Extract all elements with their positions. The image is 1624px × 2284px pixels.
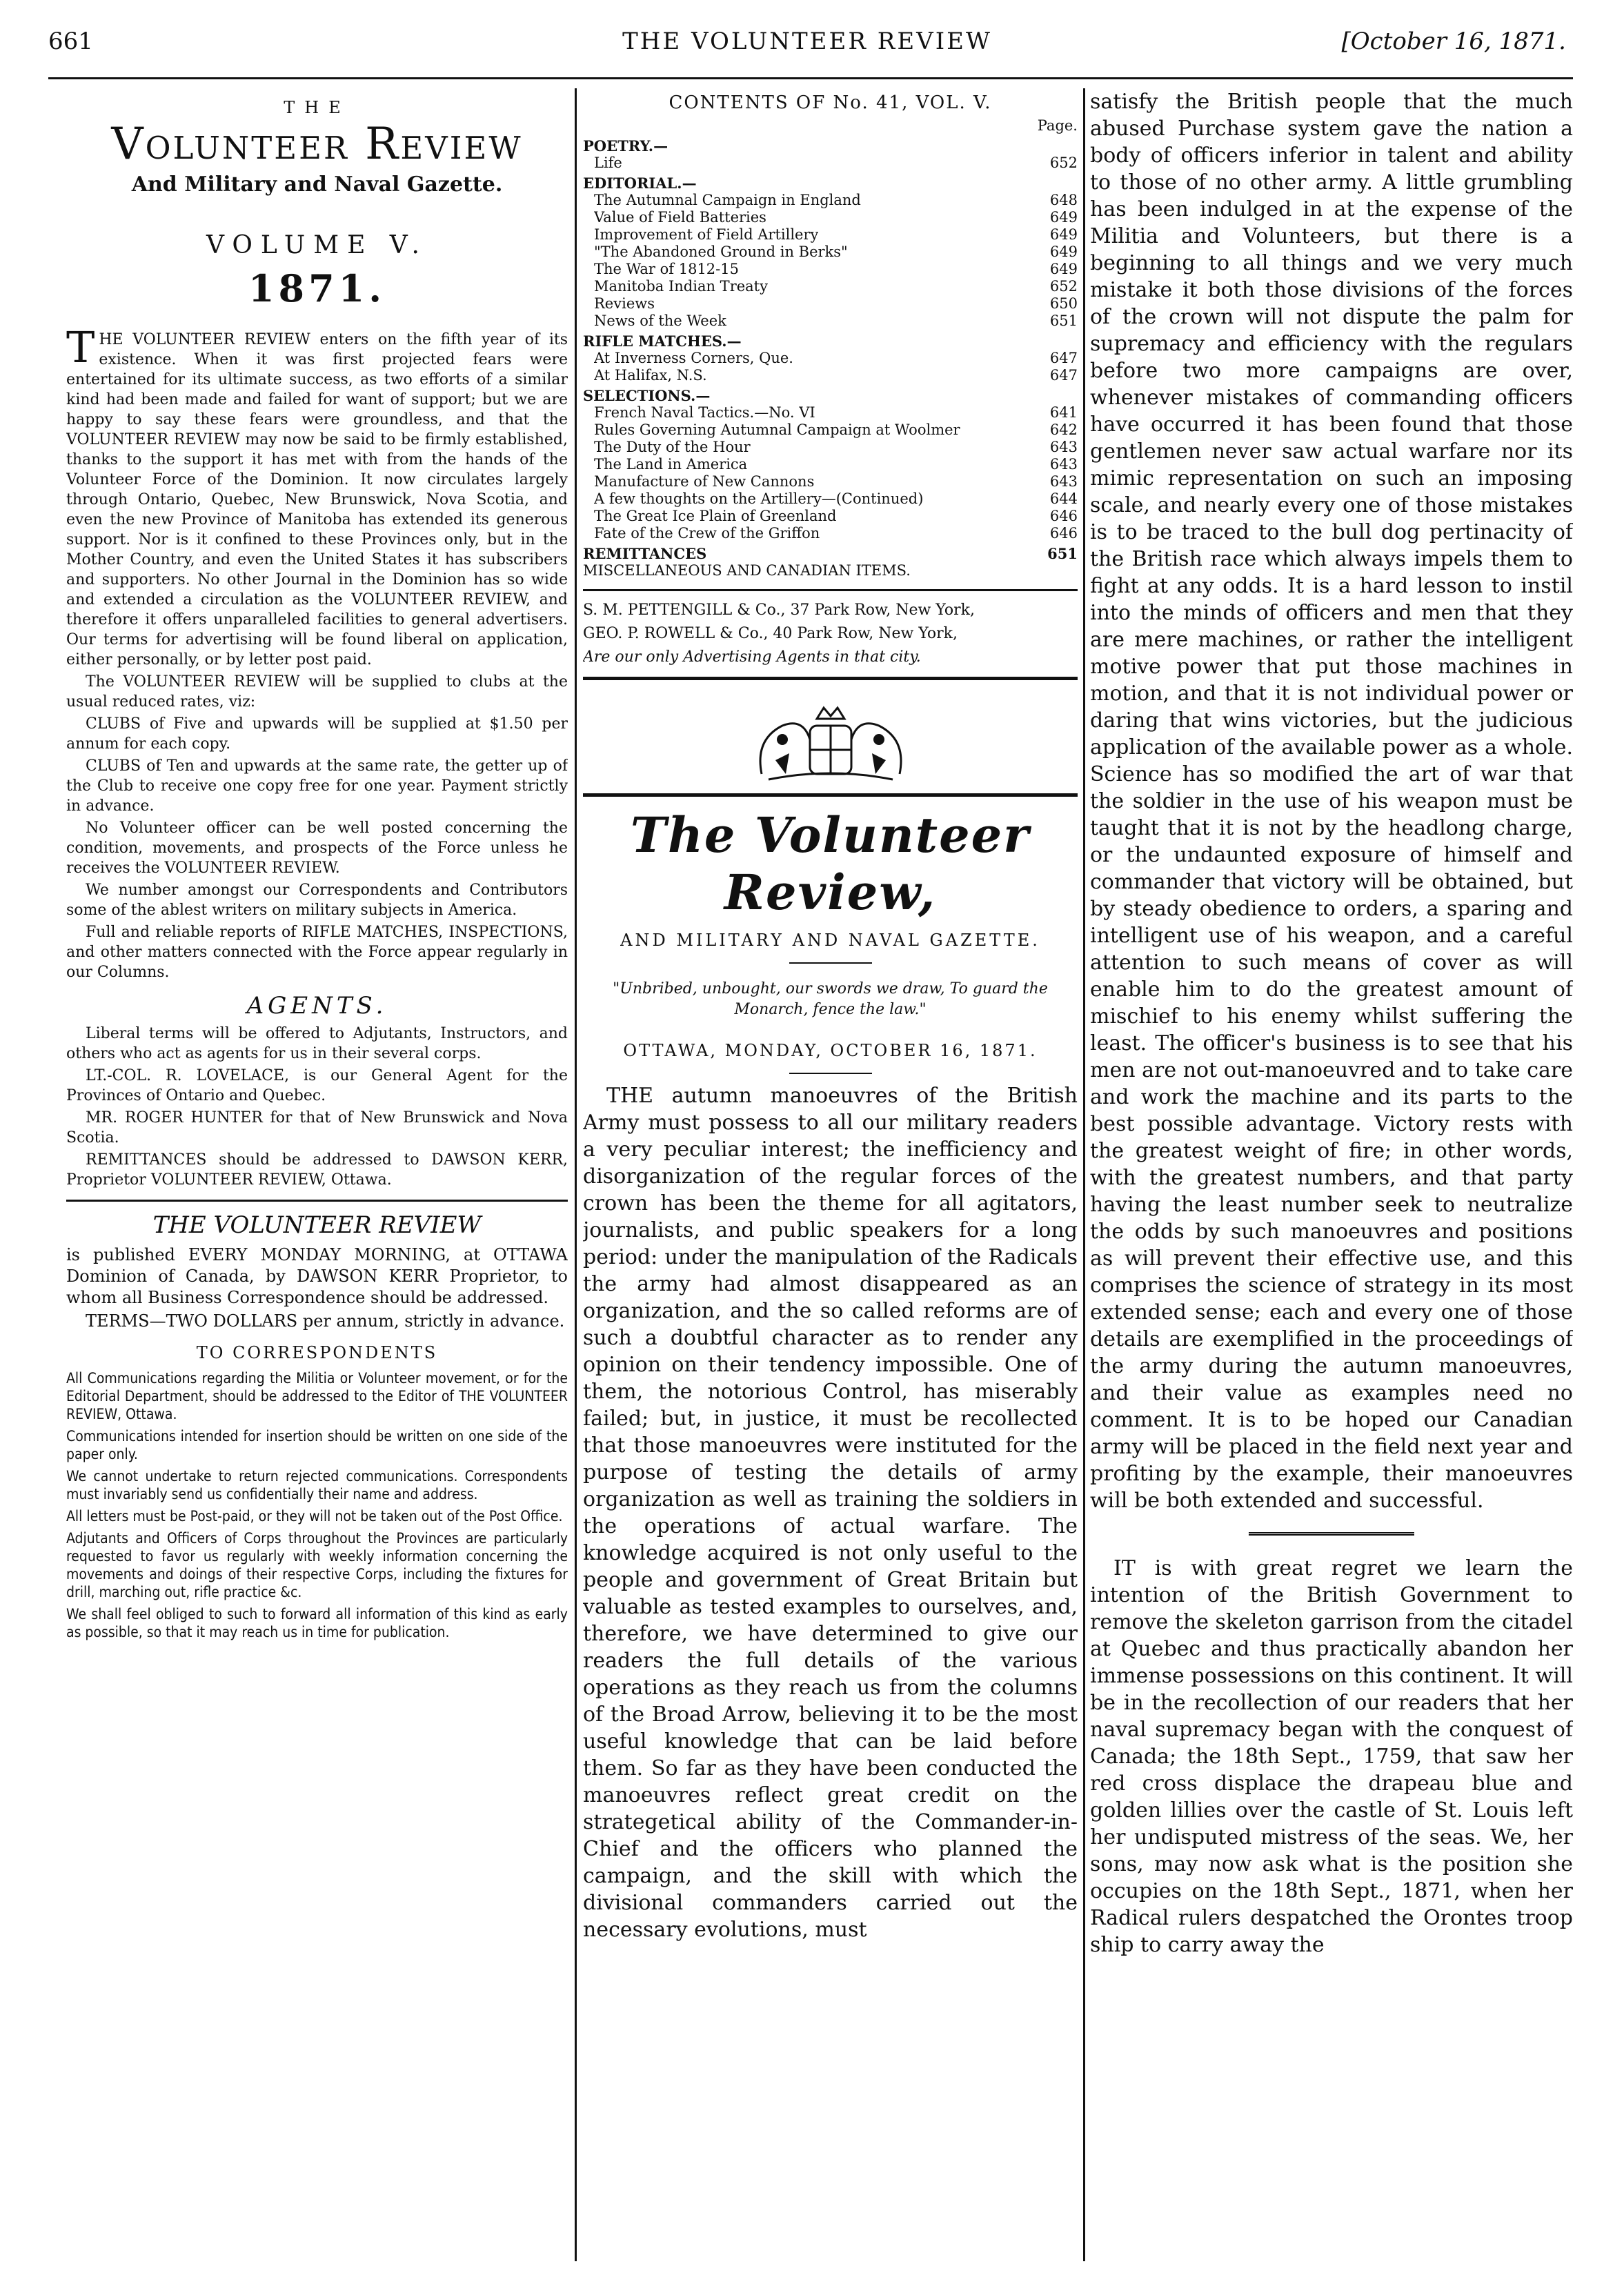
correspondents-paragraph: Adjutants and Officers of Corps throughout the Provinces are particularly requested to favor us regularly with weekly information concerning the movements and doings of their respective Corps, including the fixtures for drill, marching out, rifle practice &c. bbox=[66, 1530, 568, 1600]
contents-entry-title: Manufacture of New Cannons bbox=[594, 473, 815, 490]
motto: "Unbribed, unbought, our swords we draw, To guard the Monarch, fence the law." bbox=[613, 980, 1048, 1018]
contents-entry bbox=[583, 508, 1078, 525]
editorial-paragraph: satisfy the British people that the much abused Purchase system gave the nation a body of officers inferior in talent and ability to those of no other army. A little grumbling has been indulged in at the expense of the Militia and Volunteers, but there is a beginning to all things and we very much mistake it both those divisions of the forces of the crown will not dispute the palm for supremacy and efficiency with the regulars before two more campaigns are over, whenever mistakes of commanding officers have occurred it has been found that those gentlemen never saw actual warfare nor its mimic representation on such an imposing scale, and nearly every one of those mistakes is to be traced to the bull dog pertinacity of the British race which always impels them to fight at any odds. It is a hard lesson to instil into the minds of officers and men that they are mere machines, or rather the intelligent motive power that put those machines in motion, and that it is not individual power or daring that wins victories, but the judicious application of the available power as a whole. Science has so modified the art of war that the soldier in the use of his weapon must be taught that it is not by the headlong charge, or the undaunted exposure of himself and commander that victory will be obtained, but by steady obedience to orders, a sparing and intelligent use of his weapon, and a careful attention to such means of cover as will enable him to do the greatest amount of mischief to his enemy whilst suffering the least. The officer's business is to see that his men are not out-manoeuvred and to take care and work the machine and its parts to the best possible advantage. Victory rests with the greatest weight of fire; in other words, with the greatest numbers, and that party having the least number seek to neutralize the odds by such manoeuvres and positions as will prevent their effective use, and this comprises the science of strategy in its most extended sense; each and every one of those details are exemplified in the proceedings of the army during the autumn manoeuvres, and their value as examples need no comment. It is to be hoped our Canadian army will be placed in the field next year and profiting by the example, their manoeuvres will be both extended and successful. bbox=[1090, 90, 1573, 1513]
correspondents-paragraph: We cannot undertake to return rejected communications. Correspondents must invariably send us confidentially their name and address. bbox=[66, 1468, 568, 1502]
column-right bbox=[1090, 88, 1573, 2261]
contents-page-number: 642 bbox=[1049, 421, 1078, 438]
contents-entry-title: At Halifax, N.S. bbox=[594, 367, 707, 384]
column-left bbox=[66, 88, 568, 2261]
volume-year: 1871. bbox=[248, 266, 386, 310]
blackletter-subtitle: AND MILITARY AND NAVAL GAZETTE. bbox=[620, 931, 1040, 950]
correspondents-paragraph: We shall feel obliged to such to forward all information of this kind as early as possible, so that it may reach us in time for publication. bbox=[66, 1606, 568, 1640]
contents-entry bbox=[583, 490, 1078, 508]
contents-section-title: EDITORIAL.— bbox=[583, 175, 697, 192]
page-number: 661 bbox=[48, 28, 93, 55]
advertising-agent: S. M. PETTENGILL & Co., 37 Park Row, New York, bbox=[583, 602, 976, 619]
contents-entry bbox=[583, 439, 1078, 456]
intro-text bbox=[66, 322, 568, 982]
contents-page-number: 643 bbox=[1049, 456, 1078, 473]
contents-list bbox=[583, 117, 1078, 579]
contents-entry-title: Fate of the Crew of the Griffon bbox=[594, 525, 820, 542]
contents-section-title bbox=[583, 545, 1078, 562]
advertising-agent-note: Are our only Advertising Agents in that city. bbox=[583, 648, 921, 666]
blackletter-title: The Volunteer Review, bbox=[630, 806, 1031, 921]
contents-misc: MISCELLANEOUS AND CANADIAN ITEMS. bbox=[583, 562, 911, 579]
intro-paragraph: THE VOLUNTEER REVIEW enters on the fifth year of its existence. When it was first projected fears were entertained for its ultimate success, as two efforts of a similar kind had been made and failed for want of support; but we are happy to say these fears were groundless, and that the VOLUNTEER REVIEW may now be said to be firmly established, thanks to the support it has met with from the hands of the Volunteer Force of the Dominion. It now circulates largely through Ontario, Quebec, New Brunswick, Nova Scotia, and even the new Province of Manitoba has extended its generous support. Nor is it confined to these Provinces only, but in the Mother Country, and even the United States it has subscribers and supporters. No other Journal in the Dominion has so wide and extended a circulation as the VOLUNTEER REVIEW, and therefore it offers unparalleled facilities to general advertisers. Our terms for advertising will be found liberal on application, either personally, or by letter post paid. bbox=[66, 322, 568, 668]
running-title: THE VOLUNTEER REVIEW bbox=[622, 28, 992, 55]
contents-entry bbox=[583, 421, 1078, 439]
advertising-agent: GEO. P. ROWELL & Co., 40 Park Row, New York, bbox=[583, 625, 958, 642]
intro-paragraph: The VOLUNTEER REVIEW will be supplied to clubs at the usual reduced rates, viz: bbox=[66, 673, 568, 711]
intro-paragraph: CLUBS of Five and upwards will be supplied at $1.50 per annum for each copy. bbox=[66, 715, 568, 753]
contents-page-number: 643 bbox=[1049, 439, 1078, 455]
agents-paragraph: MR. ROGER HUNTER for that of New Brunswick and Nova Scotia. bbox=[66, 1109, 568, 1146]
contents-entry bbox=[583, 473, 1078, 490]
decorative-rule bbox=[1249, 1532, 1414, 1536]
advertising-agents bbox=[583, 601, 1078, 667]
contents-entry bbox=[583, 226, 1078, 244]
intro-paragraph: No Volunteer officer can be well posted concerning the condition, movements, and prospects of the Force unless he receives the VOLUNTEER REVIEW. bbox=[66, 820, 568, 877]
short-rule bbox=[789, 962, 872, 964]
contents-page-number: 651 bbox=[1047, 545, 1078, 562]
contents-entry bbox=[583, 155, 1078, 172]
agents-paragraph: REMITTANCES should be addressed to DAWSON KERR, Proprietor VOLUNTEER REVIEW, Ottawa. bbox=[66, 1151, 568, 1189]
contents-page-number: 649 bbox=[1049, 244, 1078, 260]
contents-entry bbox=[583, 350, 1078, 367]
contents-section-title: POETRY.— bbox=[583, 137, 669, 155]
contents-entry bbox=[583, 404, 1078, 421]
contents-entry bbox=[583, 525, 1078, 542]
header-rule bbox=[48, 77, 1573, 79]
correspondents-paragraph: All Communications regarding the Militia or Volunteer movement, or for the Editorial Department, should be addressed to the Editor of THE VOLUNTEER REVIEW, Ottawa. bbox=[66, 1370, 568, 1422]
contents-page-number: 651 bbox=[1049, 312, 1078, 329]
correspondents-heading: TO CORRESPONDENTS bbox=[196, 1343, 438, 1362]
contents-page-number: 646 bbox=[1049, 508, 1078, 524]
publication-heading: THE VOLUNTEER REVIEW bbox=[152, 1211, 482, 1239]
contents-entry bbox=[583, 312, 1078, 330]
contents-page-number: 641 bbox=[1049, 404, 1078, 421]
contents-entry-title: Manitoba Indian Treaty bbox=[594, 278, 768, 295]
contents-page-number: 644 bbox=[1049, 490, 1078, 507]
intro-paragraph: CLUBS of Ten and upwards at the same rate, the getter up of the Club to receive one copy free for one year. Payment strictly in advance. bbox=[66, 757, 568, 815]
contents-section-label: REMITTANCES bbox=[583, 545, 707, 562]
contents-entry-title: Improvement of Field Artillery bbox=[594, 226, 819, 243]
contents-page-number: 649 bbox=[1049, 226, 1078, 243]
contents-page-number: 647 bbox=[1049, 350, 1078, 366]
masthead-title: Volunteer Review bbox=[111, 119, 523, 170]
contents-entry-title: The Autumnal Campaign in England bbox=[594, 192, 861, 208]
contents-page-number: 643 bbox=[1049, 473, 1078, 490]
correspondents-paragraph: Communications intended for insertion should be written on one side of the paper only. bbox=[66, 1428, 568, 1462]
agents-heading: AGENTS. bbox=[246, 992, 388, 1020]
issue-date: [October 16, 1871. bbox=[1341, 28, 1566, 55]
section-rule bbox=[583, 677, 1078, 680]
editorial-paragraph: THE autumn manoeuvres of the British Army must possess to all our military readers a very peculiar interest; the inefficiency and disorganization of the regular forces of the crown has been the theme for all agitators, journalists, and public speakers for a long period: under the manipulation of the Radicals the army had almost disappeared as an organization, and the so called reforms are of such a doubtful character as to render any opinion on their tendency impossible. One of them, the notorious Control, has miserably failed; but, in justice, it must be recollected that those manoeuvres were instituted for the purpose of testing the details of army organization as well as training the soldiers in the operations of actual warfare. The knowledge acquired is not only useful to the people and government of Great Britain but valuable as tested examples to ourselves, and, therefore, we have determined to give our readers the full details of the various operations as they reach us from the columns of the Broad Arrow, believing it to be the most useful knowledge that can be laid before them. So far as they have been conducted the manoeuvres reflect great credit on the strategetical ability of the Commander-in-Chief and the officers who planned the campaign, and the skill with which the divisional commanders carried out the necessary evolutions, must bbox=[583, 1084, 1078, 1942]
column-middle bbox=[583, 88, 1078, 2261]
contents-entry-title: News of the Week bbox=[594, 312, 726, 329]
contents-page-number: 652 bbox=[1049, 155, 1078, 171]
contents-page-number: 650 bbox=[1049, 295, 1078, 312]
page-header bbox=[48, 28, 1566, 72]
contents-entry-title: French Naval Tactics.—No. VI bbox=[594, 404, 815, 421]
masthead-the: THE bbox=[284, 98, 350, 117]
publication-text bbox=[66, 1244, 568, 1332]
editorial-second bbox=[1090, 1555, 1573, 1958]
agents-paragraph: LT.-COL. R. LOVELACE, is our General Agent for the Provinces of Ontario and Quebec. bbox=[66, 1067, 568, 1104]
editorial-paragraph: IT is with great regret we learn the intention of the British Government to remove the skeleton garrison from the citadel at Quebec and thus practically abandon her immense possessions on this continent. It will be in the recollection of our readers that her naval supremacy began with the conquest of Canada; the 18th Sept., 1759, that saw her red cross displace the drapeau blue and golden lillies over the castle of St. Louis left her undisputed mistress of the seas. We, her sons, may now ask what is the position she occupies on the 18th Sept., 1871, when her Radical rulers despatched the Orontes troop ship to carry away the bbox=[1090, 1556, 1573, 1957]
agents-paragraph: Liberal terms will be offered to Adjutants, Instructors, and others who act as agents for us in their several corps. bbox=[66, 1025, 568, 1062]
section-rule bbox=[66, 1200, 568, 1202]
correspondents-paragraph: All letters must be Post-paid, or they will not be taken out of the Post Office. bbox=[66, 1508, 563, 1525]
contents-entry bbox=[583, 192, 1078, 209]
section-rule bbox=[583, 793, 1078, 797]
section-rule bbox=[583, 589, 1078, 591]
contents-entry-title: Life bbox=[594, 155, 622, 171]
publication-paragraph: is published EVERY MONDAY MORNING, at OTTAWA Dominion of Canada, by DAWSON KERR Proprietor, to whom all Business Correspondence should be addressed. bbox=[66, 1245, 568, 1307]
publication-paragraph: TERMS—TWO DOLLARS per annum, strictly in advance. bbox=[86, 1311, 565, 1331]
contents-entry bbox=[583, 367, 1078, 384]
masthead-subtitle: And Military and Naval Gazette. bbox=[131, 172, 503, 197]
contents-entry-title: The Duty of the Hour bbox=[594, 439, 751, 455]
contents-page-number: 646 bbox=[1049, 525, 1078, 542]
contents-page-number: 649 bbox=[1049, 261, 1078, 277]
contents-section-title: SELECTIONS.— bbox=[583, 387, 711, 404]
contents-entry-title: Rules Governing Autumnal Campaign at Woolmer bbox=[594, 421, 960, 438]
column-divider bbox=[1083, 88, 1085, 2261]
contents-entry bbox=[583, 456, 1078, 473]
dateline: OTTAWA, MONDAY, OCTOBER 16, 1871. bbox=[623, 1041, 1038, 1060]
editorial-continued bbox=[1090, 88, 1573, 1514]
contents-entry-title: Reviews bbox=[594, 295, 655, 312]
contents-page-number: 647 bbox=[1049, 367, 1078, 384]
contents-entry-title: At Inverness Corners, Que. bbox=[594, 350, 793, 366]
contents-heading: CONTENTS OF No. 41, VOL. V. bbox=[669, 92, 992, 113]
royal-arms-emblem bbox=[741, 698, 920, 788]
editorial-text bbox=[583, 1082, 1078, 1943]
contents-entry-title: The War of 1812-15 bbox=[594, 261, 739, 277]
contents-entry bbox=[583, 209, 1078, 226]
column-divider bbox=[575, 88, 577, 2261]
contents-entry-title: A few thoughts on the Artillery—(Continued) bbox=[594, 490, 924, 507]
intro-paragraph: Full and reliable reports of RIFLE MATCHES, INSPECTIONS, and other matters connected with the Force appear regularly in our Columns. bbox=[66, 924, 568, 981]
contents-entry-title: "The Abandoned Ground in Berks" bbox=[594, 244, 848, 260]
contents-page-number: 652 bbox=[1049, 278, 1078, 295]
volume-label: VOLUME V. bbox=[206, 231, 428, 259]
contents-entry bbox=[583, 278, 1078, 295]
contents-page-label: Page. bbox=[1037, 117, 1078, 134]
contents-page-number: 648 bbox=[1049, 192, 1078, 208]
correspondents-text bbox=[66, 1369, 568, 1641]
contents-section-title: RIFLE MATCHES.— bbox=[583, 332, 742, 350]
contents-entry-title: The Land in America bbox=[594, 456, 748, 473]
contents-page-number: 649 bbox=[1049, 209, 1078, 226]
contents-entry-title: The Great Ice Plain of Greenland bbox=[594, 508, 837, 524]
contents-entry-title: Value of Field Batteries bbox=[594, 209, 766, 226]
agents-text bbox=[66, 1024, 568, 1190]
contents-entry bbox=[583, 295, 1078, 312]
short-rule bbox=[789, 1073, 872, 1074]
contents-entry bbox=[583, 244, 1078, 261]
contents-entry bbox=[583, 261, 1078, 278]
intro-paragraph: We number amongst our Correspondents and Contributors some of the ablest writers on military subjects in America. bbox=[66, 882, 568, 919]
